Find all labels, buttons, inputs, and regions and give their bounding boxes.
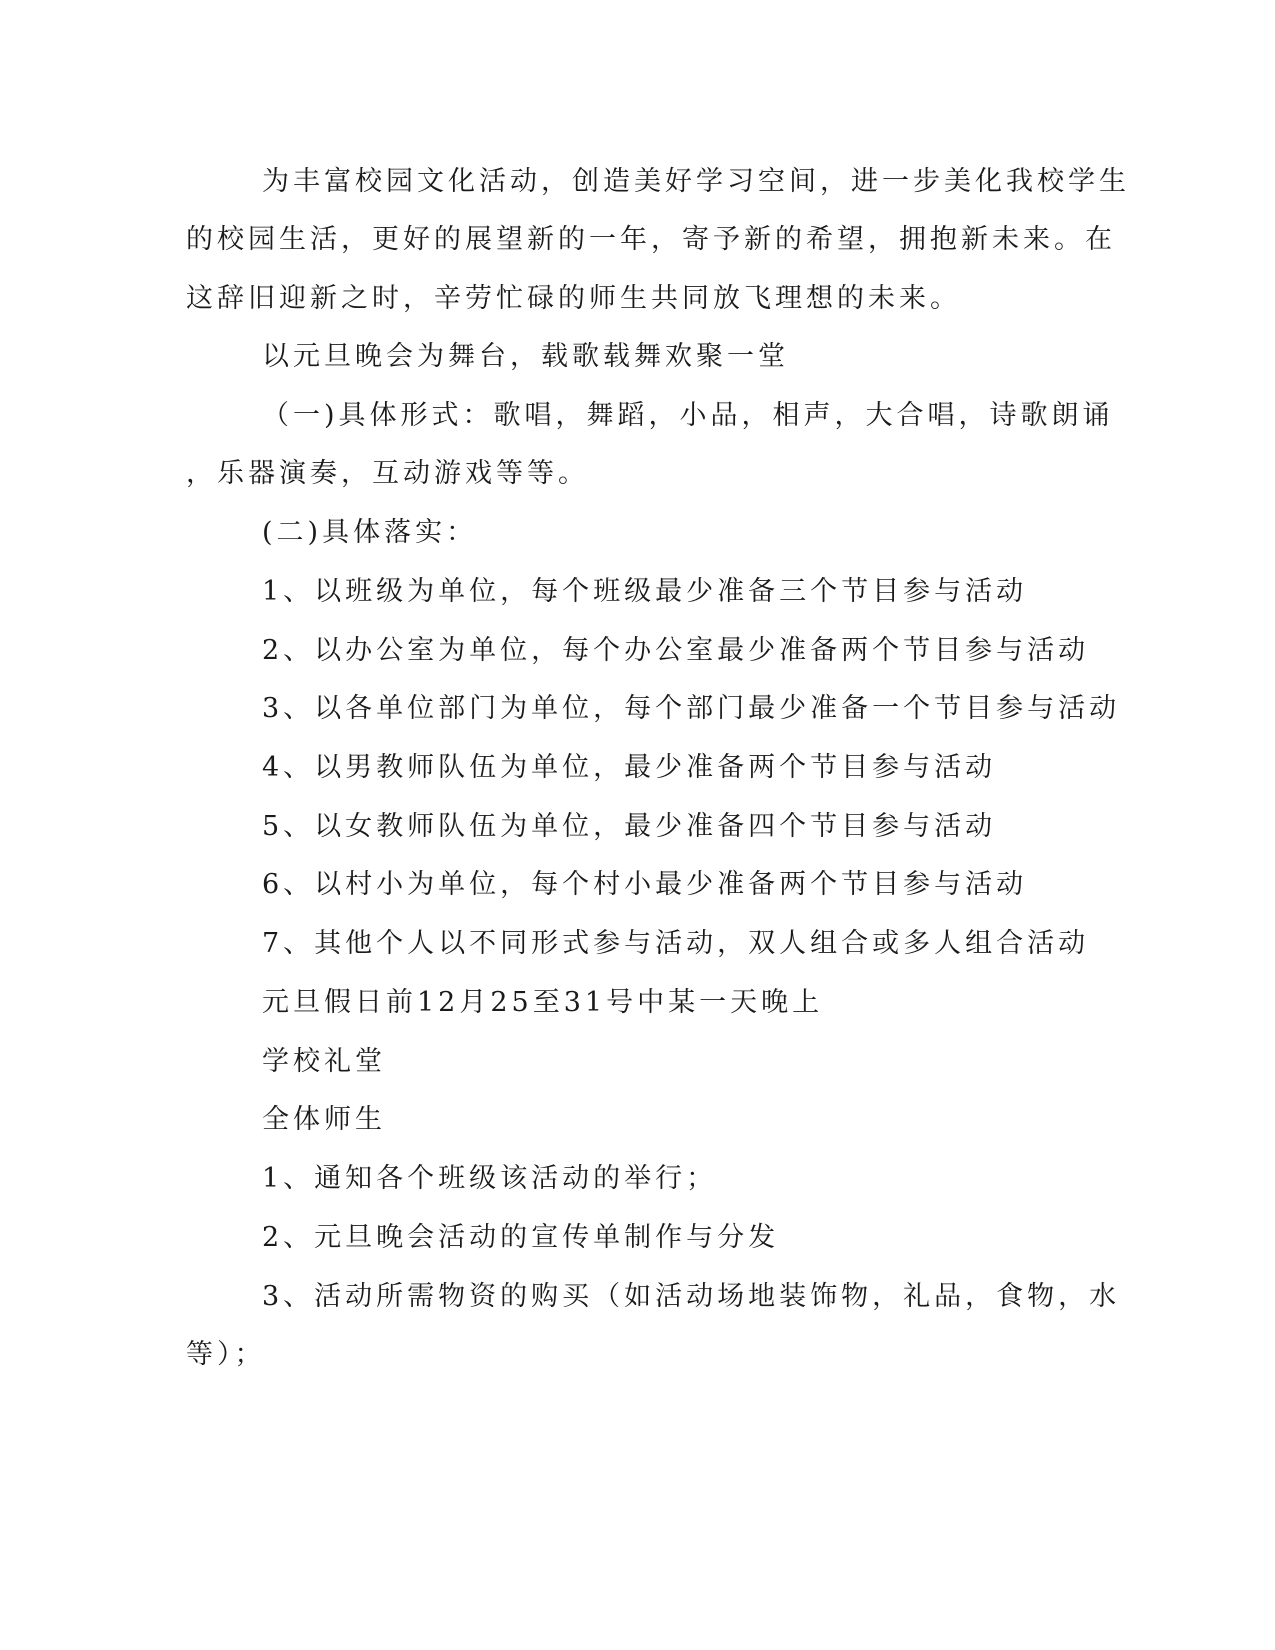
list-item: 4、以男教师队伍为单位，最少准备两个节目参与活动 [262, 752, 997, 783]
list-item: 7、其他个人以不同形式参与活动，双人组合或多人组合活动 [262, 928, 1090, 959]
list-item: 5、以女教师队伍为单位，最少准备四个节目参与活动 [262, 811, 997, 842]
list-item: 2、元旦晚会活动的宣传单制作与分发 [262, 1222, 780, 1253]
event-time: 元旦假日前12月25至31号中某一天晚上 [262, 987, 824, 1018]
event-participants: 全体师生 [262, 1104, 386, 1135]
section-one-line-2: ，乐器演奏，互动游戏等等。 [186, 458, 589, 489]
section-one-line-1: （一)具体形式：歌唱，舞蹈，小品，相声，大合唱，诗歌朗诵 [262, 400, 1114, 431]
event-location: 学校礼堂 [262, 1046, 386, 1077]
paragraph-intro-line-3: 这辞旧迎新之时，辛劳忙碌的师生共同放飞理想的未来。 [186, 283, 961, 314]
list-item: 3、活动所需物资的购买（如活动场地装饰物，礼品，食物，水 [262, 1281, 1121, 1312]
list-item: 1、通知各个班级该活动的举行； [262, 1163, 718, 1194]
section-two-heading: (二)具体落实： [262, 517, 478, 548]
list-item-continuation: 等）； [186, 1339, 266, 1370]
list-item: 2、以办公室为单位，每个办公室最少准备两个节目参与活动 [262, 635, 1090, 666]
theme-line: 以元旦晚会为舞台，载歌载舞欢聚一堂 [262, 341, 789, 372]
list-item: 1、以班级为单位，每个班级最少准备三个节目参与活动 [262, 576, 1028, 607]
list-item: 3、以各单位部门为单位，每个部门最少准备一个节目参与活动 [262, 693, 1121, 724]
paragraph-intro-line-2: 的校园生活，更好的展望新的一年，寄予新的希望，拥抱新未来。在 [186, 224, 1116, 255]
list-item: 6、以村小为单位，每个村小最少准备两个节目参与活动 [262, 869, 1028, 900]
paragraph-intro-line-1: 为丰富校园文化活动，创造美好学习空间，进一步美化我校学生 [262, 166, 1130, 197]
